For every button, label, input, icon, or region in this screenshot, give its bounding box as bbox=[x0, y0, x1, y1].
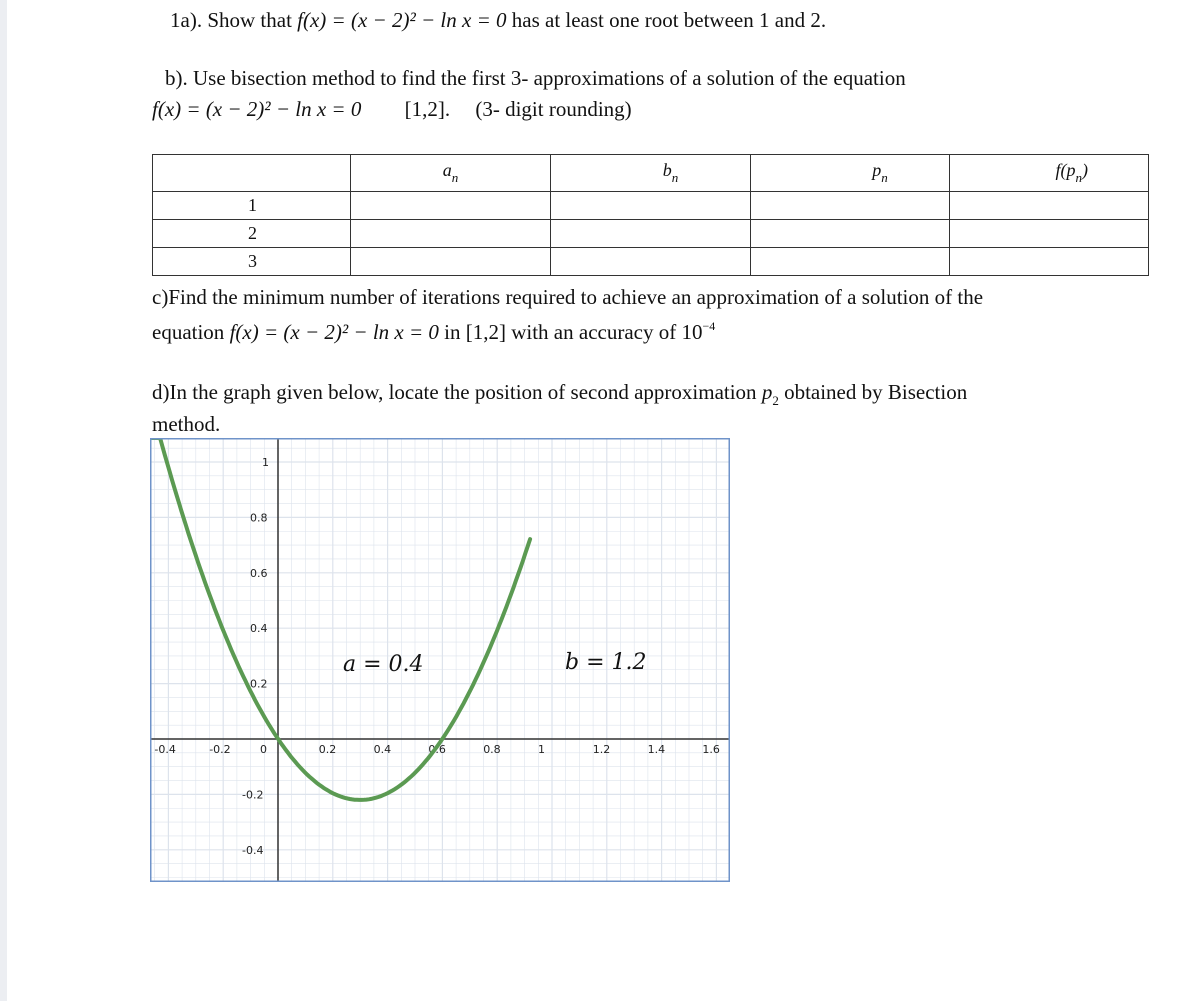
bisection-table bbox=[152, 154, 1149, 276]
y-tick-label: 0.2 bbox=[250, 677, 268, 691]
table-row bbox=[153, 192, 1149, 220]
header-p-n: $p_n$ bbox=[751, 155, 950, 192]
part-d-line2: method. bbox=[152, 412, 221, 436]
row-index-cell: 2 bbox=[153, 220, 351, 248]
y-tick-label: -0.4 bbox=[242, 843, 264, 857]
x-tick-label: 0.6 bbox=[428, 743, 446, 756]
y-tick-label: 0.4 bbox=[250, 622, 268, 636]
part-b-rounding: (3- digit rounding) bbox=[475, 97, 632, 121]
table-row bbox=[153, 248, 1149, 276]
part-c-equation: f(x) = (x − 2)² − ln x = 0 bbox=[229, 320, 439, 344]
part-a-equation: f(x) = (x − 2)² − ln x = 0 bbox=[297, 8, 507, 32]
part-a-prefix: 1a). Show that bbox=[170, 8, 298, 32]
header-f-p-n: $f(p_n)$ bbox=[950, 155, 1149, 192]
x-tick-label: 0.4 bbox=[373, 743, 392, 756]
cell-b[interactable] bbox=[551, 220, 751, 248]
header-b-n: $b_n$ bbox=[551, 155, 751, 192]
cell-b[interactable] bbox=[551, 192, 751, 220]
part-d-line1: d)In the graph given below, locate the position of second approximation $p_2$ obtained by Bisection bbox=[152, 380, 968, 408]
accuracy-exponent: −4 bbox=[702, 319, 716, 333]
p2-symbol: p bbox=[761, 380, 773, 404]
left-edge-bar bbox=[0, 0, 7, 1001]
x-tick-label: 0.2 bbox=[318, 743, 337, 756]
cell-b[interactable] bbox=[551, 248, 751, 276]
part-a-suffix: has at least one root between 1 and 2. bbox=[506, 8, 827, 32]
part-a-line bbox=[170, 10, 826, 31]
cell-a[interactable] bbox=[351, 192, 551, 220]
part-c-line2: equation f(x) = (x − 2)² − ln x = 0 in [1,2] with an accuracy of $10^{-4}$ bbox=[152, 319, 716, 344]
function-graph bbox=[150, 438, 730, 882]
x-tick-label: -0.2 bbox=[209, 743, 231, 756]
header-a-n: $a_n$ bbox=[351, 155, 551, 192]
part-b-line2 bbox=[152, 99, 632, 120]
cell-fp[interactable] bbox=[950, 248, 1149, 276]
cell-p[interactable] bbox=[751, 192, 950, 220]
cell-p[interactable] bbox=[751, 220, 950, 248]
part-c-line1: c)Find the minimum number of iterations required to achieve an approximation of a solution of the bbox=[152, 285, 984, 309]
part-b-interval: [1,2]. bbox=[404, 97, 451, 121]
y-tick-label: -0.2 bbox=[242, 788, 264, 802]
x-tick-label: 1 bbox=[538, 743, 545, 756]
y-tick-label: 0.8 bbox=[250, 511, 268, 525]
label-a: a = 0.4 bbox=[343, 652, 424, 677]
cell-p[interactable] bbox=[751, 248, 950, 276]
x-tick-label: -0.4 bbox=[154, 743, 176, 756]
part-b-line1: b). Use bisection method to find the first 3- approximations of a solution of the equation bbox=[165, 66, 906, 90]
table-header-blank bbox=[153, 155, 351, 192]
label-b: b = 1.2 bbox=[565, 650, 647, 675]
table-header-row bbox=[153, 155, 1149, 192]
cell-a[interactable] bbox=[351, 248, 551, 276]
x-tick-label: 0 bbox=[260, 743, 267, 756]
x-tick-label: 0.8 bbox=[483, 743, 501, 756]
row-index-cell: 1 bbox=[153, 192, 351, 220]
cell-a[interactable] bbox=[351, 220, 551, 248]
y-tick-label: 0.6 bbox=[250, 566, 268, 580]
x-tick-label: 1.4 bbox=[647, 743, 666, 756]
row-index-cell: 3 bbox=[153, 248, 351, 276]
x-tick-label: 1.6 bbox=[702, 743, 720, 756]
part-b-equation: f(x) = (x − 2)² − ln x = 0 bbox=[152, 97, 362, 121]
y-tick-label: 1 bbox=[262, 456, 269, 469]
cell-fp[interactable] bbox=[950, 220, 1149, 248]
table-row bbox=[153, 220, 1149, 248]
x-tick-label: 1.2 bbox=[592, 743, 611, 756]
cell-fp[interactable] bbox=[950, 192, 1149, 220]
